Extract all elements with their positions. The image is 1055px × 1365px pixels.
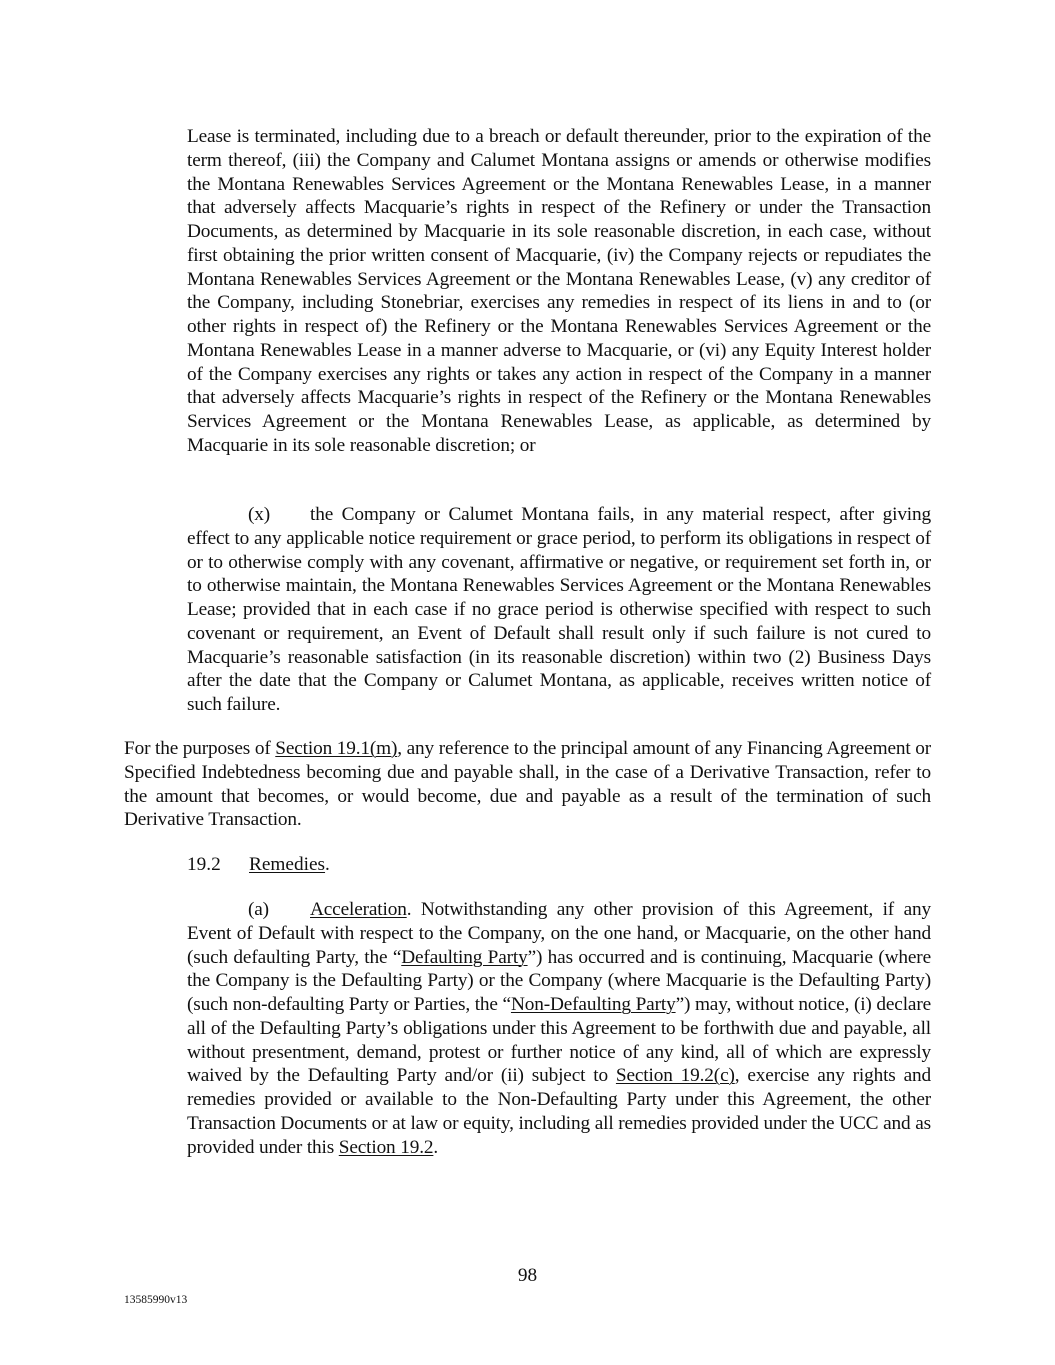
section-19-1-m-reference: Section 19.1(m) bbox=[275, 738, 398, 759]
clause-a bbox=[187, 898, 931, 1159]
section-title-period: . bbox=[325, 854, 330, 875]
clause-a-title: Acceleration bbox=[310, 899, 407, 920]
section-title: Remedies bbox=[249, 854, 326, 875]
purposes-text-after: , any reference to the principal amount of any Financing Agreement or Specified Indebtedness becoming due and payable shall, in the case of a Derivative Transaction, refer to the amount that becomes, or would become, due and payable as a result of the termination of such Derivative Transaction. bbox=[124, 738, 931, 831]
clause-a-part1: . Notwithstanding any other provision of this Agreement, if any Event of Default with respect to the Company, on the one hand, or Macquarie, on the other hand (such defaulting Party, the “ bbox=[187, 899, 931, 968]
continued-paragraph-text: Lease is terminated, including due to a breach or default thereunder, prior to the expiration of the term thereof, (iii) the Company and Calumet Montana assigns or amends or otherwise modifies the Montana Renewables Services Agreement or the Montana Renewables Lease, in a manner that adversely affects Macquarie’s rights in respect of the Refinery or under the Transaction Documents, as determined by Macquarie in its sole reasonable discretion, in each case, without first obtaining the prior written consent of Macquarie, (iv) the Company rejects or repudiates the Montana Renewables Services Agreement or the Montana Renewables Lease, (v) any creditor of the Company, including Stonebriar, exercises any remedies in respect of its liens in and to (or other rights in respect of) the Refinery or the Montana Renewables Services Agreement or the Montana Renewables Lease in a manner adverse to Macquarie, or (vi) any Equity Interest holder of the Company exercises any rights or takes any action in respect of the Company in a manner that adversely affects Macquarie’s rights in respect of the Refinery or the Montana Renewables Services Agreement or the Montana Renewables Lease, as applicable, as determined by Macquarie in its sole reasonable discretion; or bbox=[187, 126, 931, 456]
clause-a-marker: (a) bbox=[248, 899, 269, 920]
clause-x-marker: (x) bbox=[248, 504, 271, 525]
purposes-text-before: For the purposes of bbox=[124, 738, 276, 759]
section-number: 19.2 bbox=[187, 854, 221, 875]
clause-a-part2: ”) has occurred and is continuing, Macquarie (where the Company is the Defaulting Party) or the Company (where Macquarie is the Defaulting Party) (such non-defaulting Party or Parties, the “ bbox=[187, 946, 931, 1015]
section-19-2-c-reference: Section 19.2(c) bbox=[615, 1065, 735, 1087]
clause-a-part3: ”) may, without notice, (i) declare all of the Defaulting Party’s obligations under this Agreement to be forthwith due and payable, all without presentment, demand, protest or further notice of any kind, all of which are expressly waived by the Defaulting Party and/or (ii) subject to bbox=[187, 994, 931, 1087]
document-id: 13585990v13 bbox=[124, 1294, 188, 1306]
section-19-2-reference: Section 19.2 bbox=[338, 1136, 434, 1158]
clause-a-part4: , exercise any rights and remedies provided or available to the Non-Defaulting Party under this Agreement, the other Transaction Documents or at law or equity, including all remedies provided under the UCC and as provided under this bbox=[187, 1065, 931, 1158]
purposes-paragraph bbox=[124, 737, 931, 832]
page-number: 98 bbox=[517, 1265, 538, 1286]
defined-term-non-defaulting-party: Non-Defaulting Party bbox=[510, 994, 676, 1015]
clause-a-part5: . bbox=[433, 1136, 439, 1158]
defined-term-defaulting-party: Defaulting Party bbox=[401, 946, 528, 968]
clause-x bbox=[187, 503, 931, 717]
continued-paragraph bbox=[187, 125, 931, 458]
section-heading-19-2 bbox=[187, 853, 330, 877]
clause-x-text: the Company or Calumet Montana fails, in any material respect, after giving effect to any applicable notice requirement or grace period, to perform its obligations in respect of or to otherwise comply with any covenant, affirmative or negative, or requirement set forth in, or to otherwise maintain, the Montana Renewables Services Agreement or the Montana Renewables Lease; provided that in each case if no grace period is otherwise specified with respect to such covenant or requirement, an Event of Default shall result only if such failure is not cured to Macquarie’s reasonable satisfaction (in its reasonable discretion) within two (2) Business Days after the date that the Company or Calumet Montana, as applicable, receives written notice of such failure. bbox=[187, 504, 931, 715]
